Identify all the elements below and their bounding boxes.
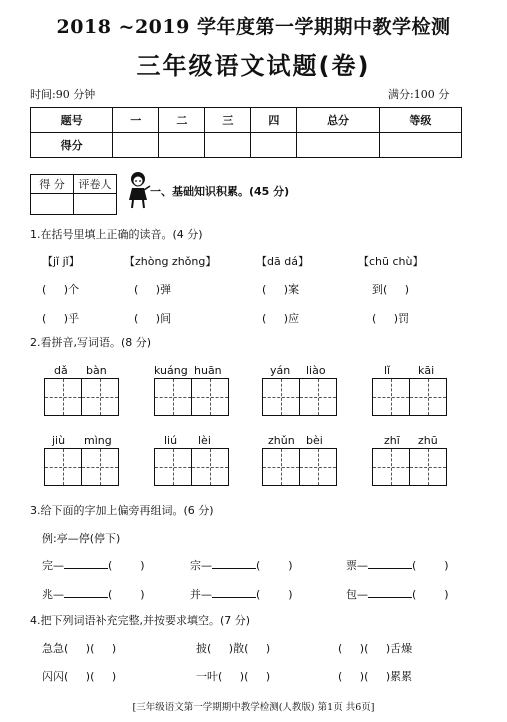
q1-pinyin: 【jǐ jǐ】 <box>42 255 80 268</box>
q2-pinyin: mìng <box>84 434 112 447</box>
score-header-cell: 总分 <box>297 108 379 133</box>
score-input-cell[interactable] <box>205 133 251 158</box>
page-footer: [三年级语文第一学期期中教学检测(人教版) 第1页 共6页] <box>132 702 375 713</box>
q4-answer-blank[interactable]: 急急( )( ) <box>42 642 117 655</box>
q2-writing-grid[interactable] <box>262 378 337 416</box>
q3-item[interactable]: 兆— ( ) <box>42 588 145 601</box>
q1-prompt: 1.在括号里填上正确的读音。(4 分) <box>30 228 203 241</box>
score-row-label: 得分 <box>31 133 113 158</box>
reviewer-name-label: 评卷人 <box>74 175 117 194</box>
q2-pinyin: lǐ <box>384 364 391 377</box>
q1-pinyin: 【dā dá】 <box>256 255 309 268</box>
q2-writing-grid[interactable] <box>44 448 119 486</box>
q3-item[interactable]: 完— ( ) <box>42 559 145 572</box>
q3-answer-blank[interactable] <box>64 558 108 569</box>
q2-writing-grid[interactable] <box>44 378 119 416</box>
q2-pinyin: huān <box>194 364 222 377</box>
score-header-cell: 二 <box>159 108 205 133</box>
score-header-cell: 题号 <box>31 108 113 133</box>
q3-prompt: 3.给下面的字加上偏旁再组词。(6 分) <box>30 504 214 517</box>
q3-answer-blank[interactable] <box>368 558 412 569</box>
score-header-cell: 四 <box>251 108 297 133</box>
q3-item-char: 包— <box>346 588 368 601</box>
q3-item[interactable]: 包— ( ) <box>346 588 449 601</box>
q2-pinyin: zhī <box>384 434 400 447</box>
score-table-score-row <box>31 133 462 158</box>
q3-item[interactable]: 并— ( ) <box>190 588 293 601</box>
q2-pinyin: bèi <box>306 434 323 447</box>
q3-item-char: 并— <box>190 588 212 601</box>
q4-answer-blank[interactable]: 一叶( )( ) <box>196 670 271 683</box>
q1-pinyin: 【chū chù】 <box>358 255 424 268</box>
score-header-cell: 一 <box>113 108 159 133</box>
section1-title: 一、基础知识积累。(45 分) <box>150 185 290 198</box>
score-header-cell: 三 <box>205 108 251 133</box>
q3-answer-blank[interactable] <box>368 587 412 598</box>
q2-pinyin: jiù <box>52 434 66 447</box>
q2-writing-grid[interactable] <box>262 448 337 486</box>
score-table-header-row <box>31 108 462 133</box>
exam-title-line1: 2018 ~2019 学年度第一学期期中教学检测 <box>56 16 451 38</box>
reviewer-box <box>30 174 117 215</box>
q2-pinyin: zhū <box>418 434 438 447</box>
q3-item-char: 票— <box>346 559 368 572</box>
q1-answer-blank[interactable]: ( )应 <box>262 312 300 325</box>
q2-writing-grid[interactable] <box>372 448 447 486</box>
q2-pinyin: bàn <box>86 364 107 377</box>
exam-title-line2: 三年级语文试题(卷) <box>136 52 371 80</box>
score-input-cell[interactable] <box>297 133 379 158</box>
q4-answer-blank[interactable]: ( )( )舌燥 <box>338 642 413 655</box>
q1-answer-blank[interactable]: ( )弹 <box>134 283 172 296</box>
q2-pinyin: yán <box>270 364 291 377</box>
q3-answer-blank[interactable] <box>212 558 256 569</box>
q2-pinyin: lèi <box>198 434 211 447</box>
reviewer-name-cell[interactable] <box>74 194 117 215</box>
q4-prompt: 4.把下列词语补充完整,并按要求填空。(7 分) <box>30 614 251 627</box>
exam-full-score: 满分:100 分 <box>388 88 450 101</box>
q2-writing-grid[interactable] <box>154 378 229 416</box>
q3-example: 例:亭—停(停下) <box>42 532 121 545</box>
score-input-cell[interactable] <box>113 133 159 158</box>
q2-pinyin: dǎ <box>54 364 68 377</box>
score-table <box>30 107 462 158</box>
q3-item[interactable]: 票— ( ) <box>346 559 449 572</box>
score-input-cell[interactable] <box>251 133 297 158</box>
q4-answer-blank[interactable]: 披( )散( ) <box>196 642 271 655</box>
q4-answer-blank[interactable]: ( )( )累累 <box>338 670 413 683</box>
cartoon-girl-icon <box>124 170 152 210</box>
q2-prompt: 2.看拼音,写词语。(8 分) <box>30 336 152 349</box>
q1-answer-blank[interactable]: ( )个 <box>42 283 80 296</box>
q2-writing-grid[interactable] <box>154 448 229 486</box>
q1-answer-blank[interactable]: ( )乎 <box>42 312 80 325</box>
q1-answer-blank[interactable]: ( )间 <box>134 312 172 325</box>
q1-answer-blank[interactable]: ( )罚 <box>372 312 410 325</box>
reviewer-score-label: 得 分 <box>31 175 74 194</box>
q2-pinyin: zhǔn <box>268 434 295 447</box>
score-input-cell[interactable] <box>159 133 205 158</box>
exam-time: 时间:90 分钟 <box>30 88 96 101</box>
score-header-cell: 等级 <box>379 108 461 133</box>
reviewer-score-cell[interactable] <box>31 194 74 215</box>
q3-answer-blank[interactable] <box>212 587 256 598</box>
q2-pinyin: kāi <box>418 364 435 377</box>
q3-item[interactable]: 宗— ( ) <box>190 559 293 572</box>
q1-answer-blank[interactable]: ( )案 <box>262 283 300 296</box>
q3-item-char: 完— <box>42 559 64 572</box>
q2-pinyin: liú <box>164 434 178 447</box>
q3-item-char: 宗— <box>190 559 212 572</box>
q1-answer-blank[interactable]: 到( ) <box>372 283 410 296</box>
q2-writing-grid[interactable] <box>372 378 447 416</box>
q3-item-char: 兆— <box>42 588 64 601</box>
q4-answer-blank[interactable]: 闪闪( )( ) <box>42 670 117 683</box>
q2-pinyin: kuáng <box>154 364 188 377</box>
score-input-cell[interactable] <box>379 133 461 158</box>
q1-pinyin: 【zhòng zhǒng】 <box>124 255 217 268</box>
q2-pinyin: liào <box>306 364 326 377</box>
q3-answer-blank[interactable] <box>64 587 108 598</box>
